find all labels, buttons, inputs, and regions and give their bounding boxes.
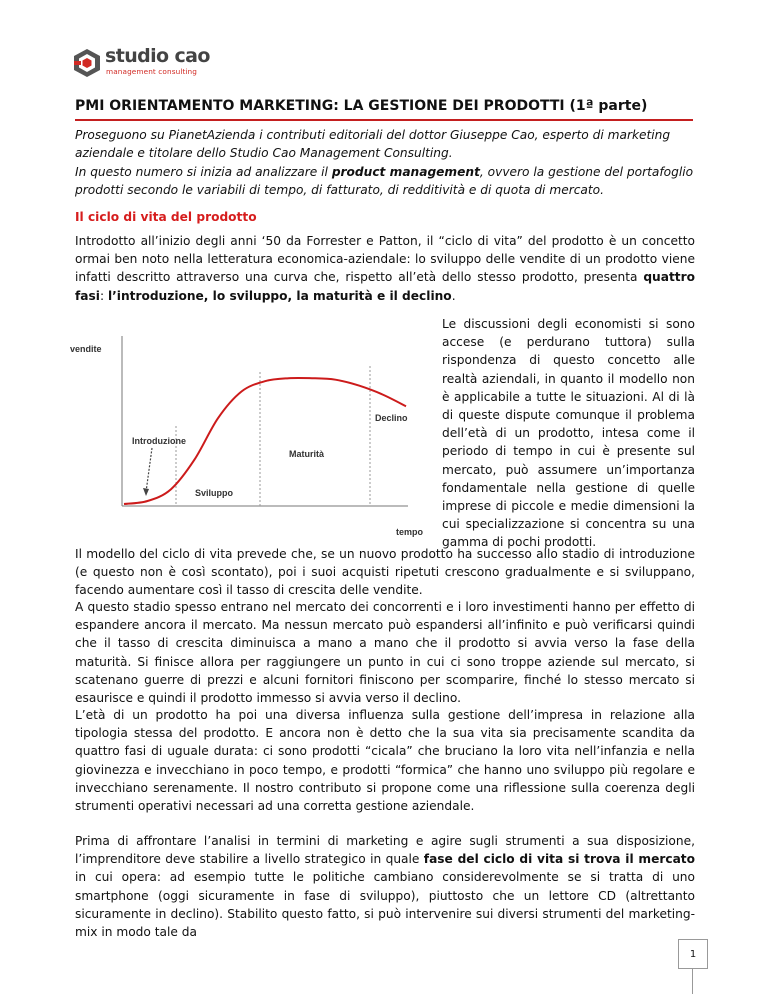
- introduction-arrowhead-icon: [143, 488, 149, 496]
- introduction-arrow: [146, 448, 152, 492]
- logo-subtitle: management consulting: [106, 67, 197, 76]
- logo-mark-icon: [72, 48, 102, 78]
- paragraph-1: [75, 232, 695, 305]
- intro-text-c: , ovvero la gestione del portafoglio prodotti secondo le variabili di tempo, di fatturato, di redditività e di quota di mercato.: [75, 164, 694, 197]
- article-title: PMI ORIENTAMENTO MARKETING: LA GESTIONE DEI PRODOTTI (1ª parte): [75, 98, 648, 114]
- title-rule: [75, 119, 693, 121]
- phase-label-declino: Declino: [375, 413, 408, 423]
- y-axis-label: vendite: [70, 344, 102, 354]
- p1-text-c: :: [99, 288, 108, 303]
- logo-name: studio cao: [105, 45, 210, 67]
- intro-text-a: In questo numero si inizia ad analizzare il: [75, 164, 332, 179]
- side-paragraph: Le discussioni degli economisti si sono accese (e perdurano tuttora) sulla rispondenza di questo concetto alle realtà aziendali, in quanto il modello non è applicabile a tutte le situazioni. Al di là di queste dispute comunque il problema dell’età di un prodotto, intesa come il periodo di tempo in cui è presente sul mercato, può assumere un’importanza fondamentale nella gestione di quelle imprese di piccole e medie dimensioni la cui specializzazione si concentra su una gamma di pochi prodotti.: [442, 317, 695, 550]
- p1-text-a: Introdotto all’inizio degli anni ‘50 da Forrester e Patton, il “ciclo di vita” del prodotto è un concetto ormai ben noto nella letteratura economica-aziendale: lo sviluppo delle vendite di un prodotto viene infatti descritto attraverso una curva che, rispetto all’età dello stesso prodotto, presenta: [75, 234, 695, 285]
- intro-line-2: [75, 163, 695, 200]
- p1-text-e: .: [451, 288, 456, 303]
- p5-text-c: in cui opera: ad esempio tutte le politiche cambiano considerevolmente se si tratta di uno smartphone (oggi sicuramente in fase di sviluppo), piuttosto che un lettore CD (altrettanto sicuramente in declino). Stabilito questo fatto, si può intervenire sui diversi strumenti del marketing-mix in modo tale da: [75, 870, 695, 940]
- paragraph-4: L’età di un prodotto ha poi una diversa influenza sulla gestione dell’impresa in relazione alla tipologia stessa del prodotto. E ancora non è detto che la sua vita sia precisamente scandita da quattro fasi di uguale durata: ci sono prodotti “cicala” che bruciano la loro vita nell’infanzia e nella giovinezza e invecchiano in poco tempo, e prodotti “formica” che hanno uno sviluppo più regolare e invecchiano serenamente. Il nostro contributo si propone come una riflessione sulla coerenza degli strumenti operativi necessari ad una corretta gestione aziendale.: [75, 708, 695, 814]
- company-logo: [72, 45, 212, 82]
- p1-bold-b: quattro fasi: [75, 270, 695, 303]
- p1-bold-d: l’introduzione, lo sviluppo, la maturità e il declino: [107, 288, 452, 303]
- phase-label-maturita: Maturità: [289, 449, 325, 459]
- phase-label-sviluppo: Sviluppo: [195, 488, 233, 498]
- product-lifecycle-chart: [68, 326, 438, 538]
- x-axis-label: tempo: [396, 527, 423, 537]
- p5-text-a: Prima di affrontare l’analisi in termini di marketing e agire sugli strumenti a sua disposizione, l’imprenditore deve stabilire a livello strategico in quale: [75, 834, 695, 867]
- p5-bold-b: fase del ciclo di vita si trova il mercato: [423, 852, 695, 867]
- page-number-line: [692, 968, 693, 994]
- phase-label-introduzione: Introduzione: [132, 436, 186, 446]
- section-heading: Il ciclo di vita del prodotto: [75, 210, 257, 224]
- intro-line-1: Proseguono su PianetAzienda i contributi editoriali del dottor Giuseppe Cao, esperto di marketing aziendale e titolare dello Studio Cao Management Consulting.: [75, 128, 671, 161]
- page-number: 1: [678, 939, 708, 969]
- paragraph-3: A questo stadio spesso entrano nel mercato dei concorrenti e i loro investimenti hanno per effetto di espandere ancora il mercato. Ma nessun mercato può espandersi all’infinito e può verificarsi quindi che il tasso di crescita diminuisca a mano a mano che il prodotto si avvia verso la fase della maturità. Si finisce allora per raggiungere un punto in cui ci sono troppe aziende sul mercato, si scatenano guerre di prezzi e alcuni fornitori finiscono per scomparire, finché lo stesso mercato si esaurisce e quindi il prodotto immesso si avvia verso il declino.: [75, 600, 695, 706]
- article-intro: [75, 126, 695, 199]
- paragraph-5: [75, 832, 695, 941]
- intro-emphasis: product management: [331, 164, 480, 179]
- paragraph-2: Il modello del ciclo di vita prevede che, se un nuovo prodotto ha successo allo stadio di introduzione (e questo non è così scontato), poi i suoi acquisti ripetuti crescono gradualmente e si sviluppano, facendo aumentare così il tasso di crescita delle vendite.: [75, 547, 695, 598]
